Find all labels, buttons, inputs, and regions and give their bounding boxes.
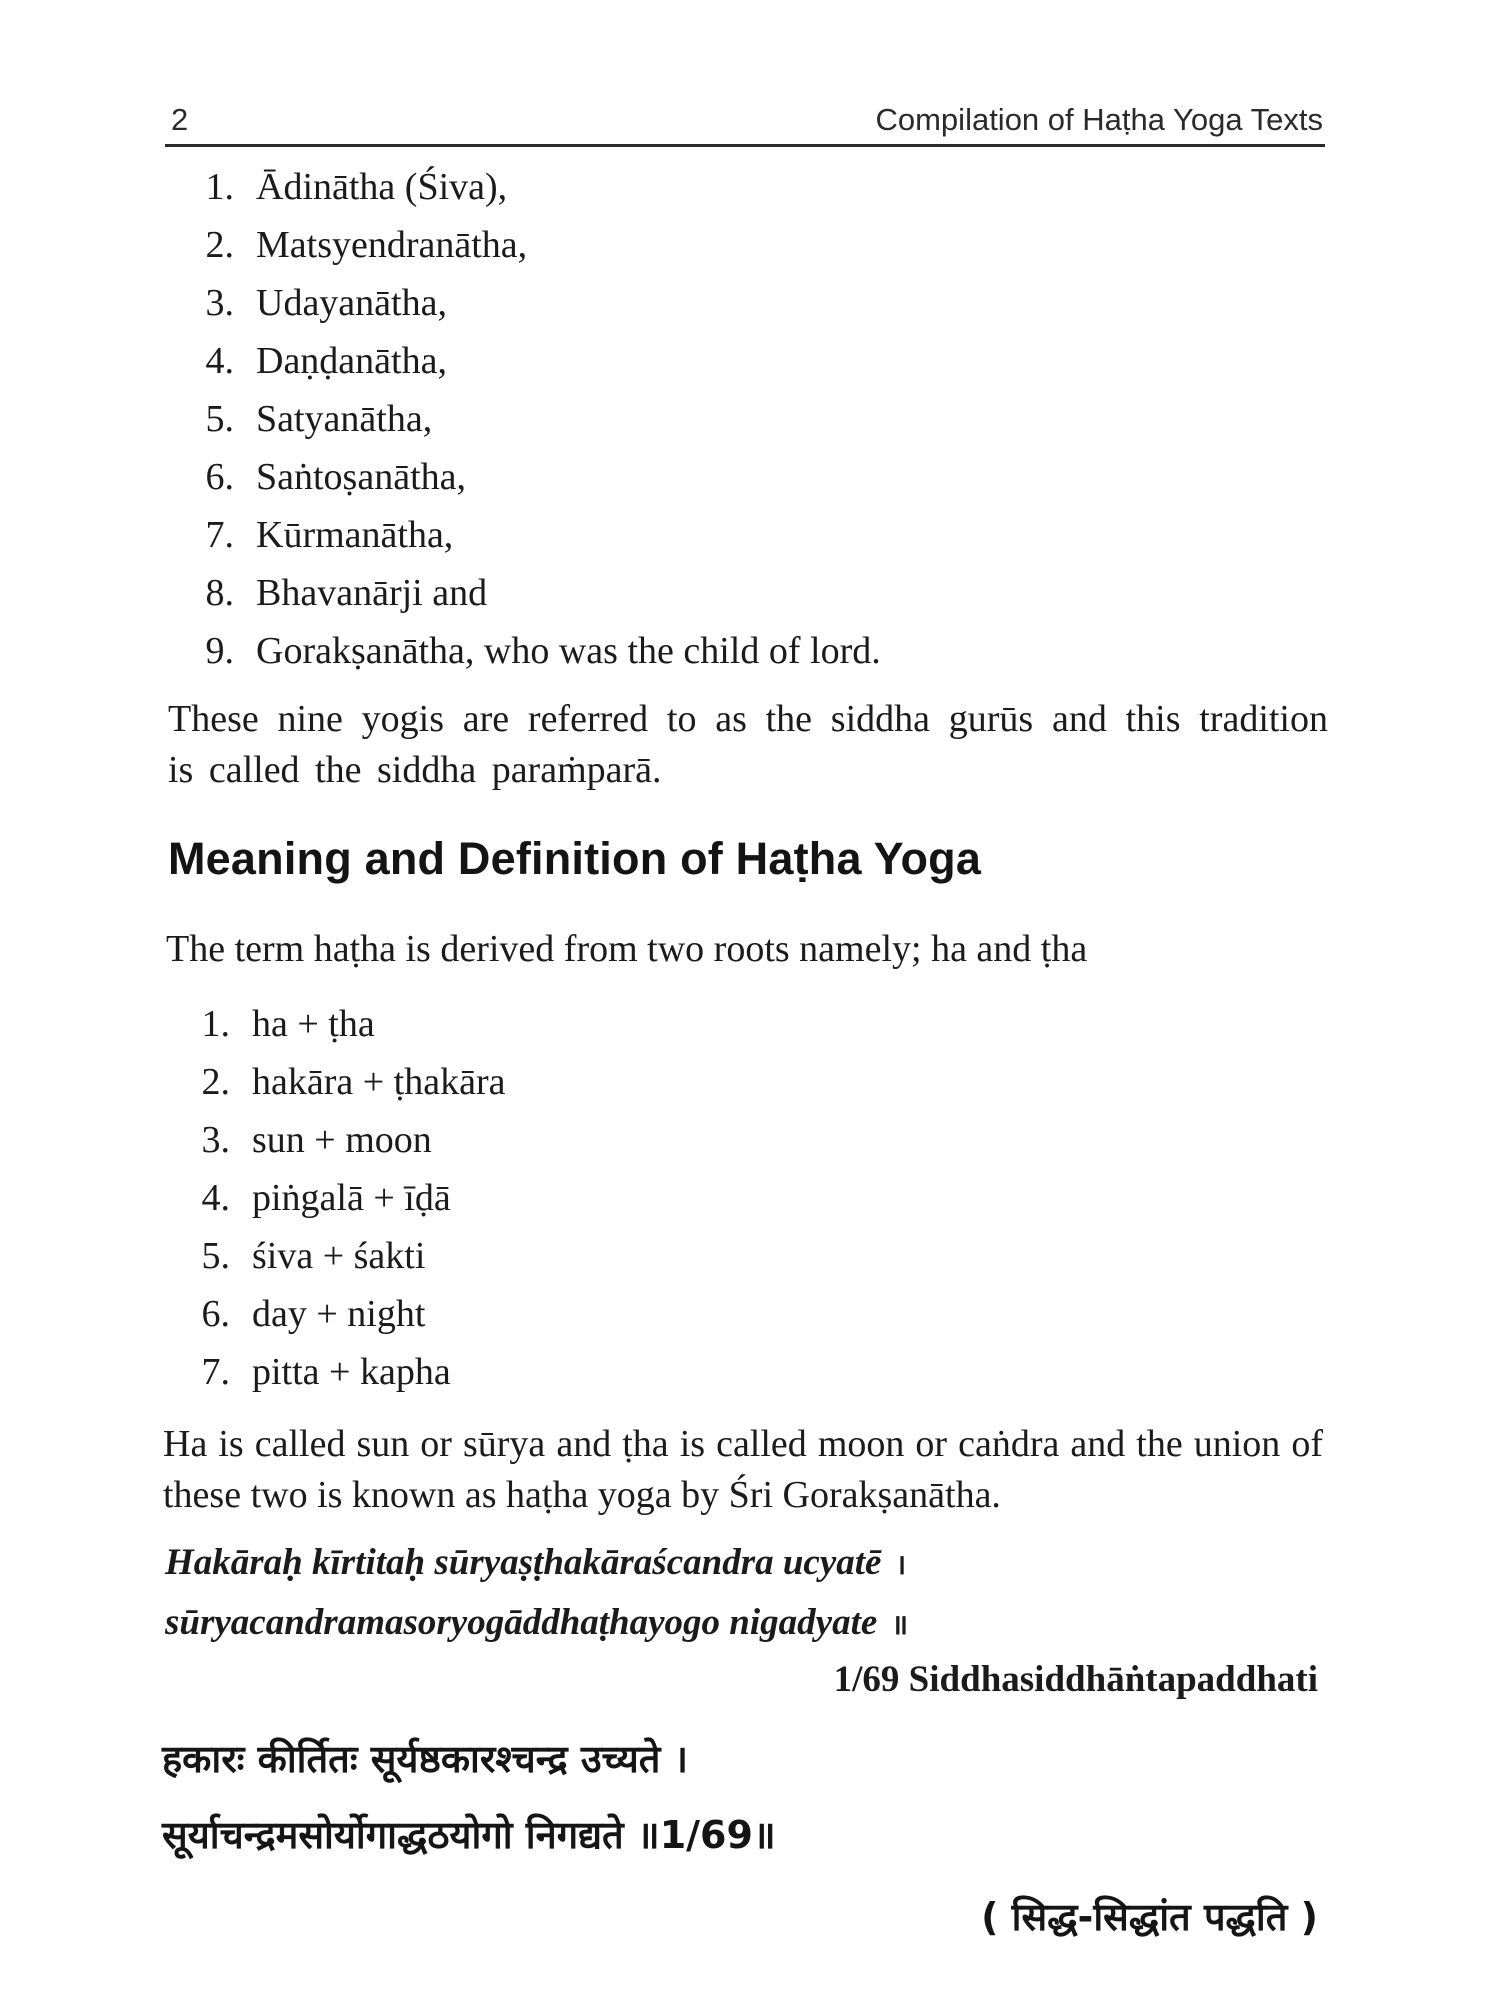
list-item [166, 1169, 506, 1227]
list-item-text: Udayanātha, [256, 282, 447, 324]
list-item [170, 158, 881, 216]
list-item-text: sun + moon [252, 1119, 432, 1161]
list-item [170, 622, 881, 680]
list-item [166, 1343, 506, 1401]
list-item-text: Satyanātha, [256, 398, 433, 440]
list-item-text: Daṇḍanātha, [256, 340, 447, 382]
list-item-number: 9. [205, 630, 234, 672]
list-item-number: 2. [201, 1061, 230, 1103]
section-heading: Meaning and Definition of Haṭha Yoga [168, 833, 982, 884]
list-item-number: 8. [205, 572, 234, 614]
devanagari-verse-line-2: सूर्याचन्द्रमसोर्योगाद्धठयोगो निगद्यते ॥1/69॥ [162, 1813, 776, 1857]
list-item-number: 4. [201, 1177, 230, 1219]
list-item-number: 3. [205, 282, 234, 324]
list-item [166, 1285, 506, 1343]
list-item-number: 6. [205, 456, 234, 498]
running-title: Compilation of Haṭha Yoga Texts [875, 102, 1323, 137]
devanagari-verse-line-1: हकारः कीर्तितः सूर्यष्ठकारश्चन्द्र उच्यते । [162, 1737, 689, 1781]
verse-citation: 1/69 Siddhasiddhāṅtapaddhati [833, 1659, 1318, 1700]
list-item-text: Ādinātha (Śiva), [256, 166, 508, 208]
verse-text: Hakāraḥ kīrtitaḥ sūryaṣṭhakāraścandra ucyatē [165, 1542, 882, 1583]
verse-transliteration-line-2 [165, 1601, 908, 1644]
list-item [166, 1053, 506, 1111]
danda-mark: । [895, 1549, 907, 1580]
verse-text: sūryacandramasoryogāddhaṭhayogo nigadyate [165, 1602, 878, 1643]
list-item-number: 1. [205, 166, 234, 208]
devanagari-source: ( सिद्ध-सिद्धांत पद्धति ) [981, 1895, 1318, 1939]
list-item [166, 1227, 506, 1285]
list-item-number: 5. [201, 1235, 230, 1277]
list-item-text: Matsyendranātha, [256, 224, 528, 266]
list-item-text: Bhavanārji and [256, 572, 488, 614]
list-item-number: 4. [205, 340, 234, 382]
list-item-text: Gorakṣanātha, who was the child of lord. [256, 630, 881, 672]
list-item-number: 5. [205, 398, 234, 440]
list-item-text: piṅgalā + īḍā [252, 1177, 451, 1219]
list-item-text: ha + ṭha [252, 1003, 375, 1045]
list-item [170, 506, 881, 564]
list-item [170, 274, 881, 332]
list-item [166, 1111, 506, 1169]
list-item-text: śiva + śakti [252, 1235, 426, 1277]
list-item-number: 3. [201, 1119, 230, 1161]
siddha-tradition-paragraph: These nine yogis are referred to as the siddha gurūs and this tradition is called the siddha paraṁparā. [168, 698, 1328, 791]
siddha-gurus-list [170, 158, 881, 680]
page-header [165, 98, 1325, 147]
list-item [170, 216, 881, 274]
sun-moon-union-paragraph: Ha is called sun or sūrya and ṭha is called moon or caṅdra and the union of these two is known as haṭha yoga by Śri Gorakṣanātha. [163, 1423, 1323, 1516]
list-item [170, 390, 881, 448]
list-item-text: Saṅtoṣanātha, [256, 456, 467, 498]
list-item [170, 332, 881, 390]
list-item-number: 7. [205, 514, 234, 556]
list-item-text: day + night [252, 1293, 426, 1335]
double-danda-mark: ॥ [891, 1609, 909, 1640]
list-item-text: hakāra + ṭhakāra [252, 1061, 506, 1103]
list-item-number: 6. [201, 1293, 230, 1335]
list-item-number: 2. [205, 224, 234, 266]
list-item-text: Kūrmanātha, [256, 514, 454, 556]
list-item-text: pitta + kapha [252, 1351, 451, 1393]
verse-transliteration-line-1 [165, 1541, 906, 1584]
list-item [170, 448, 881, 506]
list-item [166, 995, 506, 1053]
roots-intro-paragraph: The term haṭha is derived from two roots namely; ha and ṭha [166, 928, 1088, 970]
list-item-number: 1. [201, 1003, 230, 1045]
page-number: 2 [171, 102, 189, 137]
roots-list [166, 995, 506, 1401]
list-item-number: 7. [201, 1351, 230, 1393]
list-item [170, 564, 881, 622]
